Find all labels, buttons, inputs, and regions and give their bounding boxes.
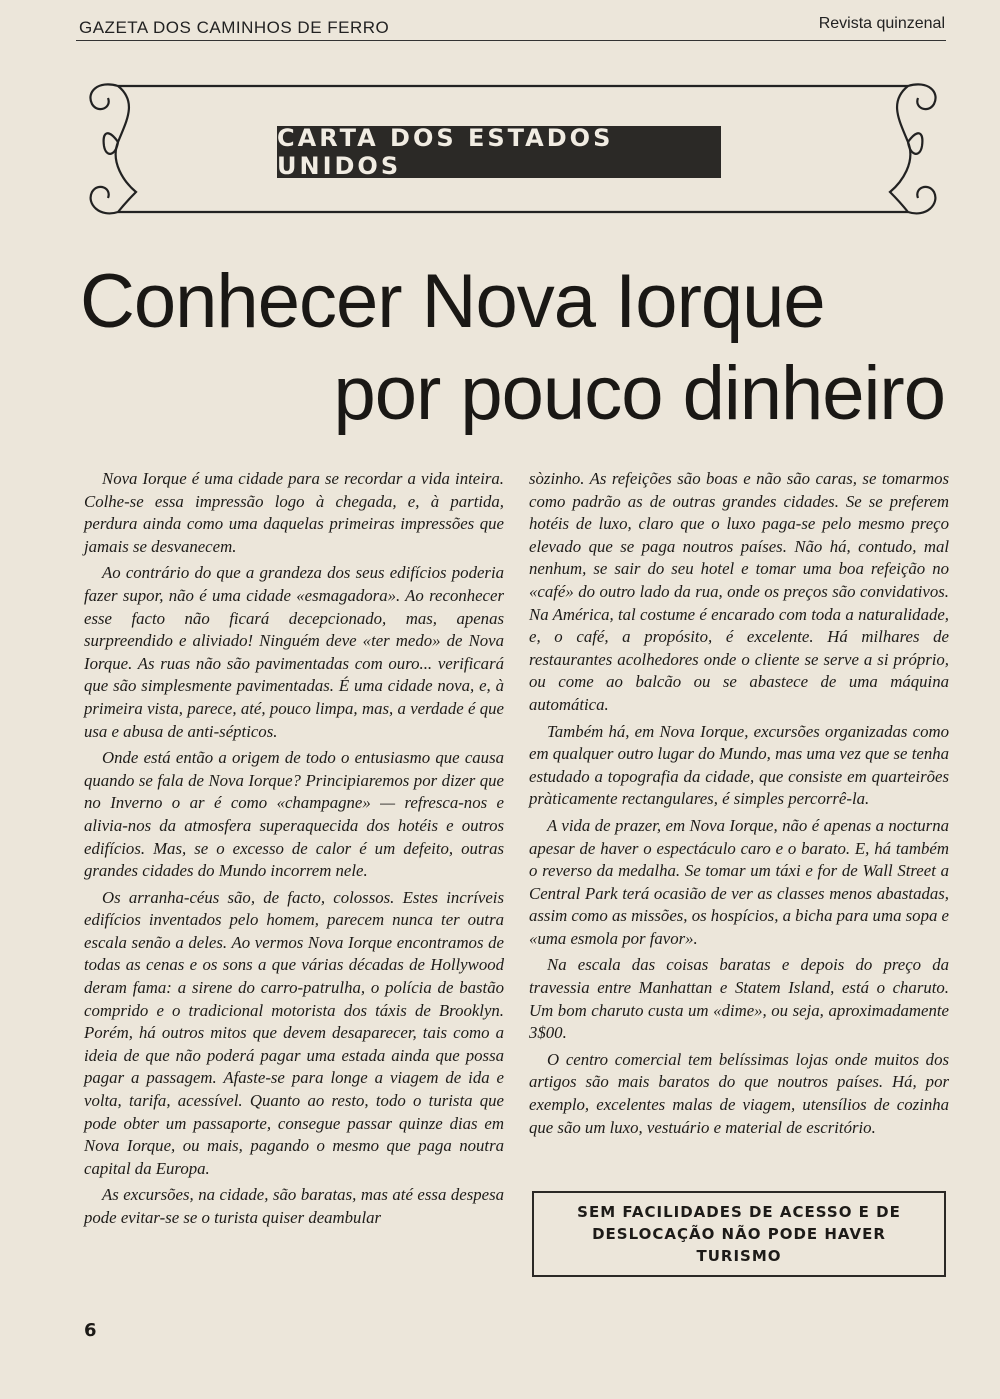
article-column-left: [84, 468, 504, 1234]
periodicity-label: Revista quinzenal: [818, 15, 945, 32]
paragraph: Os arranha-céus são, de facto, colossos. Estes incríveis edifícios inventados pelo homem, parecem nunca ter outra escala senão a deles. Ao vermos Nova Iorque encontramos de todas as cenas e os sons a que várias décadas de Hollywood deram fama: a sirene do carro-patrulha, o polícia de bastão comprido e o tradicional motorista dos táxis de Brooklyn. Porém, há outros mitos que devem desaparecer, tais como a ideia de que não poderá pagar uma estada ainda que possa pagar a passagem. Afaste-se para longe a viagem de ida e volta, tarifa, acessível. Quanto ao resto, todo o turista que pode obter um passaporte, consegue passar quinze dias em Nova Iorque, ou mais, pagando o mesmo que paga noutra capital da Europa.: [84, 887, 504, 1178]
paragraph: Também há, em Nova Iorque, excursões organizadas como em qualquer outro lugar do Mundo, mas uma vez que se tenha estudado a topografia da cidade, que consiste em quarteirões pràticamente rectangulares, é simples percorrê-la.: [529, 721, 949, 809]
headline-line-1: Conhecer Nova Iorque: [80, 259, 825, 344]
paragraph: Nova Iorque é uma cidade para se recordar a vida inteira. Colhe-se essa impressão logo à chegada, e, à partida, perdura ainda como uma daquelas primeiras impressões que jamais se desvanecem.: [84, 469, 504, 556]
paragraph: O centro comercial tem belíssimas lojas onde muitos dos artigos são mais baratos do que noutros países. Há, por exemplo, excelentes malas de viagem, utensílios de cozinha que são um luxo, vestuário e material de escritório.: [529, 1049, 949, 1137]
page-number: 6: [84, 1320, 97, 1341]
paragraph: Na escala das coisas baratas e depois do preço da travessia entre Manhattan e Statem Island, está o charuto. Um bom charuto custa um «dime», ou seja, aproximadamente 3$00.: [529, 955, 949, 1043]
paragraph: Ao contrário do que a grandeza dos seus edifícios poderia fazer supor, não é uma cidade «esmagadora». Ao reconhecer esse facto não ficará decepcionado, mas, apenas surpreendido e aliviado! Ninguém deve «ter medo» de Nova Iorque. As ruas não são pavimentadas com ouro... verificará que são simplesmente pavimentadas. É uma cidade nova, e, à primeira vista, parece, até, pouco limpa, mas, a verdade é que usa e abusa de anti-sépticos.: [84, 563, 504, 741]
header-rule: [76, 40, 946, 41]
section-banner: CARTA DOS ESTADOS UNIDOS: [277, 126, 721, 178]
paragraph: As excursões, na cidade, são baratas, mas até essa despesa pode evitar-se se o turista quiser deambular: [84, 1185, 504, 1227]
paragraph: sòzinho. As refeições são boas e não são caras, se tomarmos como padrão as de outras grandes cidades. Se se preferem hotéis de luxo, claro que o luxo paga-se pelo mesmo preço elevado que se paga noutros países. Não há, contudo, mal nenhum, se sair do seu hotel e tomar uma boa refeição no «café» do outro lado da rua, onde os preços são convidativos. Na América, tal costume é encarado com toda a naturalidade, e, o café, a propósito, é excelente. Há milhares de restaurantes acolhedores onde o cliente se serve a si próprio, ou come ao balcão ou se abastece de uma máquina automática.: [529, 469, 949, 714]
publication-title: GAZETA DOS CAMINHOS DE FERRO: [79, 18, 390, 37]
article-column-right: [529, 468, 949, 1143]
paragraph: A vida de prazer, em Nova Iorque, não é apenas a nocturna apesar de haver o espectáculo caro e o barato. E, há também o reverso da medalha. Se tomar um táxi e for de Wall Street a Central Park terá ocasião de ver as classes menos abastadas, assim como as missões, os hospícios, a bicha para uma sopa e «uma esmola por favor».: [529, 815, 949, 948]
callout-text: SEM FACILIDADES DE ACESSO E DE DESLOCAÇÃO NÃO PODE HAVER TURISMO: [577, 1203, 901, 1265]
headline-line-2: por pouco dinheiro: [333, 351, 945, 436]
callout-box: [532, 1191, 946, 1277]
paragraph: Onde está então a origem de todo o entusiasmo que causa quando se fala de Nova Iorque? Principiaremos por dizer que no Inverno o ar é como «champagne» — refresca-nos e alivia-nos da atmosfera superaquecida dos hotéis e outros edifícios. Mas, se o excesso de calor é um defeito, outras grandes cidades do Mundo incorrem nele.: [84, 748, 504, 881]
